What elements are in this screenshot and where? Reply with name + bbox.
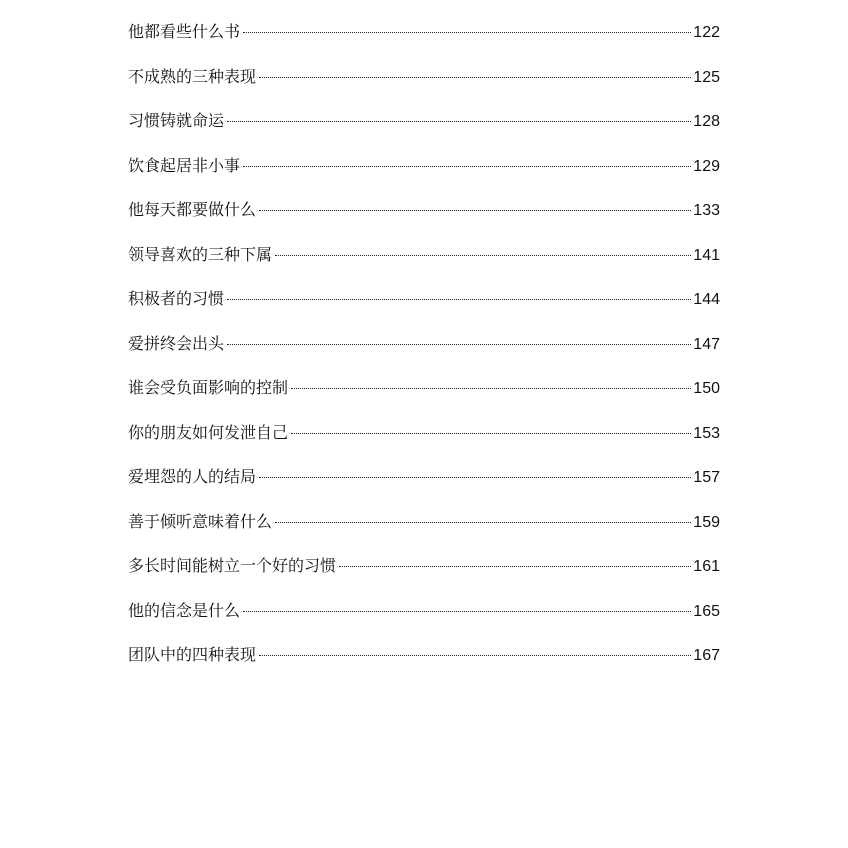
toc-entry[interactable] (128, 20, 720, 65)
toc-entry-page: 129 (693, 157, 720, 175)
dot-leader (227, 121, 691, 122)
toc-entry-title: 多长时间能树立一个好的习惯 (128, 556, 337, 575)
toc-entry-title: 饮食起居非小事 (128, 155, 241, 175)
toc-entry-title: 善于倾听意味着什么 (128, 511, 273, 531)
toc-entry[interactable] (128, 421, 720, 466)
toc-entry-title: 他都看些什么书 (128, 22, 241, 41)
toc-entry[interactable] (128, 109, 720, 154)
toc-entry[interactable] (128, 287, 720, 332)
toc-entry-page: 141 (693, 246, 720, 264)
toc-entry-page: 147 (693, 335, 720, 353)
toc-entry-title: 团队中的四种表现 (128, 645, 257, 664)
toc-entry-title: 不成熟的三种表现 (128, 66, 257, 86)
toc-entry-title: 他每天都要做什么 (128, 200, 257, 219)
toc-entry-title: 爱埋怨的人的结局 (128, 467, 257, 486)
toc-entry[interactable] (128, 554, 720, 599)
dot-leader (291, 433, 691, 434)
table-of-contents (128, 20, 720, 688)
toc-entry-page: 122 (693, 24, 720, 41)
toc-entry[interactable] (128, 332, 720, 377)
dot-leader (227, 344, 691, 345)
dot-leader (275, 255, 691, 256)
toc-entry-page: 159 (693, 513, 720, 531)
toc-entry-page: 157 (693, 469, 720, 486)
dot-leader (259, 477, 691, 478)
toc-entry-title: 爱拼终会出头 (128, 333, 225, 353)
toc-entry[interactable] (128, 65, 720, 110)
dot-leader (227, 299, 691, 300)
dot-leader (259, 77, 691, 78)
toc-entry[interactable] (128, 154, 720, 199)
toc-entry-page: 167 (693, 647, 720, 664)
toc-entry-title: 领导喜欢的三种下属 (128, 244, 273, 264)
toc-entry-title: 你的朋友如何发泄自己 (128, 422, 289, 442)
toc-entry-page: 150 (693, 380, 720, 397)
dot-leader (291, 388, 691, 389)
toc-entry-page: 133 (693, 202, 720, 219)
toc-entry[interactable] (128, 243, 720, 288)
toc-entry-title: 谁会受负面影响的控制 (128, 378, 289, 397)
dot-leader (259, 655, 691, 656)
toc-entry-page: 153 (693, 424, 720, 442)
dot-leader (259, 210, 691, 211)
toc-entry[interactable] (128, 376, 720, 421)
toc-entry-page: 128 (693, 113, 720, 130)
toc-entry-page: 144 (693, 291, 720, 308)
toc-entry-title: 习惯铸就命运 (128, 111, 225, 130)
toc-entry[interactable] (128, 510, 720, 555)
dot-leader (339, 566, 691, 567)
toc-entry-title: 他的信念是什么 (128, 600, 241, 620)
dot-leader (243, 611, 691, 612)
dot-leader (243, 166, 691, 167)
toc-entry[interactable] (128, 599, 720, 644)
toc-entry-title: 积极者的习惯 (128, 289, 225, 308)
toc-entry[interactable] (128, 198, 720, 243)
dot-leader (243, 32, 691, 33)
toc-entry-page: 165 (693, 602, 720, 620)
dot-leader (275, 522, 691, 523)
toc-entry[interactable] (128, 643, 720, 688)
toc-entry[interactable] (128, 465, 720, 510)
toc-entry-page: 161 (693, 558, 720, 575)
toc-entry-page: 125 (693, 68, 720, 86)
